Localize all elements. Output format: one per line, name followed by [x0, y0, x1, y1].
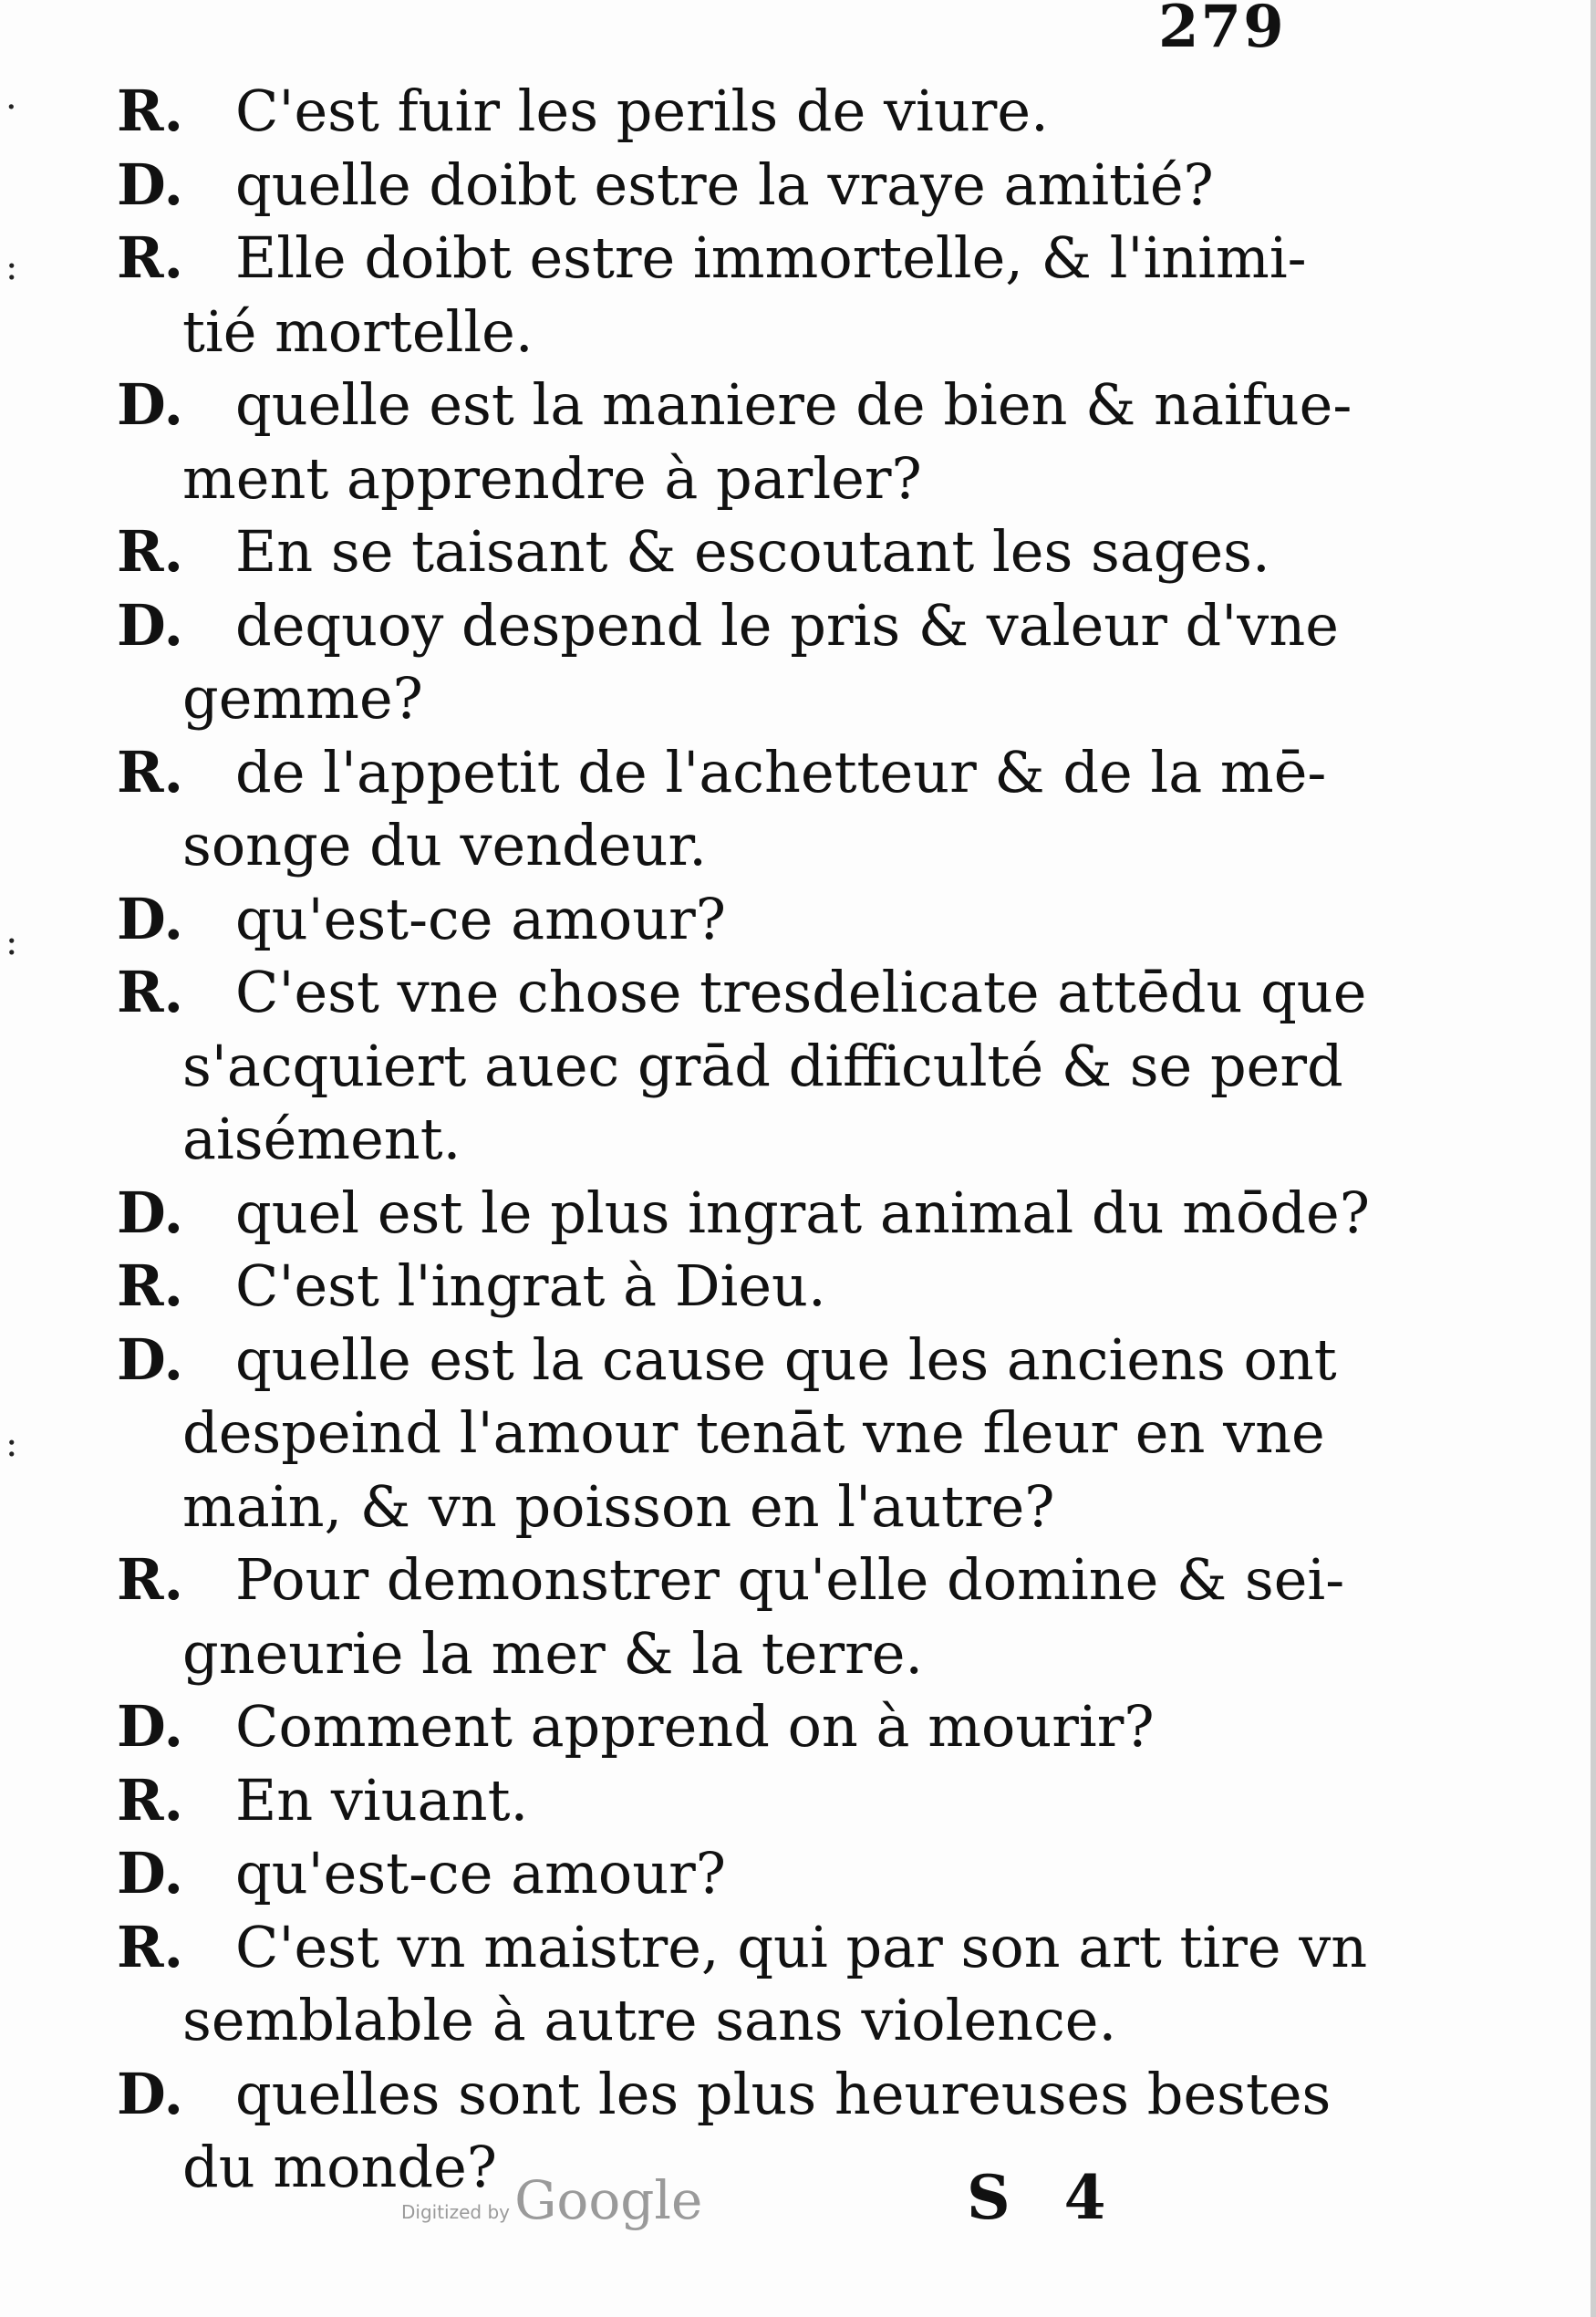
text-line: [117, 809, 707, 882]
line-text: ment apprendre à parler?: [182, 444, 922, 512]
line-text: En viuant.: [235, 1766, 529, 1834]
speaker-label: R.: [117, 1913, 184, 1980]
line-text: C'est vne chose tresdelicate attēdu que: [235, 959, 1367, 1025]
speaker-label: R.: [117, 518, 184, 585]
line-text: songe du vendeur.: [182, 812, 707, 878]
watermark-brand: Google: [514, 2169, 703, 2231]
line-text: qu'est-ce amour?: [235, 885, 727, 952]
speaker-label: R.: [117, 1546, 184, 1613]
line-text: C'est l'ingrat à Dieu.: [235, 1252, 826, 1319]
line-text: qu'est-ce amour?: [235, 1840, 727, 1907]
text-line: [117, 1177, 1370, 1250]
margin-speck: :: [5, 1423, 18, 1465]
text-line: [117, 1470, 1055, 1543]
text-line: [117, 1690, 1155, 1763]
speaker-label: D.: [117, 1693, 184, 1760]
text-line: [117, 2058, 1331, 2131]
text-line: [117, 75, 1049, 148]
text-line: [117, 1397, 1325, 1470]
line-text: despeind l'amour tenāt vne fleur en vne: [182, 1399, 1325, 1466]
line-text: dequoy despend le pris & valeur d'vne: [235, 591, 1339, 659]
text-line: [117, 149, 1214, 222]
line-text: gemme?: [182, 665, 423, 732]
text-line: [117, 1324, 1337, 1397]
line-text: quelle doibt estre la vraye amitié?: [235, 151, 1214, 218]
line-text: tié mortelle.: [182, 297, 534, 365]
page-number: 279: [1158, 0, 1286, 61]
margin-speck: :: [5, 246, 18, 288]
speaker-label: D.: [117, 1179, 184, 1246]
text-line: [117, 1617, 923, 1690]
text-line: [117, 736, 1326, 809]
line-text: quelle est la maniere de bien & naifue-: [235, 371, 1352, 438]
line-text: gneurie la mer & la terre.: [182, 1619, 924, 1687]
speaker-label: R.: [117, 1766, 184, 1834]
google-watermark: [401, 2169, 702, 2231]
text-line: [117, 956, 1366, 1029]
text-line: [117, 1764, 528, 1837]
line-text: main, & vn poisson en l'autre?: [182, 1472, 1055, 1540]
text-line: [117, 369, 1352, 442]
margin-speck: ·: [5, 87, 17, 129]
speaker-label: D.: [117, 591, 184, 659]
text-line: [117, 662, 423, 735]
line-text: Comment apprend on à mourir?: [235, 1693, 1155, 1760]
text-line: [117, 1984, 1116, 2057]
speaker-label: D.: [117, 2060, 184, 2127]
line-text: quel est le plus ingrat animal du mōde?: [235, 1179, 1370, 1246]
watermark-prefix: Digitized by: [401, 2201, 510, 2223]
speaker-label: R.: [117, 78, 184, 144]
text-line: [117, 515, 1270, 588]
speaker-label: R.: [117, 1252, 184, 1319]
line-text: En se taisant & escoutant les sages.: [235, 518, 1270, 585]
signature-mark: S 4: [967, 2162, 1123, 2233]
text-line: [117, 1543, 1344, 1616]
text-line: [117, 1030, 1343, 1103]
text-line: [117, 222, 1307, 295]
line-text: C'est fuir les perils de viure.: [235, 78, 1049, 144]
text-line: [117, 589, 1339, 662]
speaker-label: R.: [117, 224, 184, 291]
text-line: [117, 296, 534, 369]
line-text: Elle doibt estre immortelle, & l'inimi-: [235, 224, 1307, 291]
speaker-label: D.: [117, 1325, 184, 1393]
line-text: quelle est la cause que les anciens ont: [235, 1325, 1337, 1393]
speaker-label: D.: [117, 885, 184, 952]
line-text: du monde?: [182, 2134, 497, 2200]
text-line: [117, 1250, 826, 1323]
text-line: [117, 1103, 461, 1176]
text-line: [117, 883, 726, 956]
speaker-label: R.: [117, 738, 184, 805]
page-edge: [1591, 0, 1596, 2317]
speaker-label: D.: [117, 151, 184, 218]
text-line: [117, 442, 922, 515]
line-text: C'est vn maistre, qui par son art tire vn: [235, 1913, 1368, 1980]
line-text: s'acquiert auec grād difficulté & se perd: [182, 1032, 1343, 1099]
text-line: [117, 1911, 1367, 1984]
line-text: Pour demonstrer qu'elle domine & sei-: [235, 1546, 1345, 1613]
speaker-label: D.: [117, 371, 184, 438]
line-text: aisément.: [182, 1106, 461, 1172]
speaker-label: D.: [117, 1840, 184, 1907]
text-line: [117, 1837, 726, 1910]
line-text: quelles sont les plus heureuses bestes: [235, 2060, 1332, 2127]
speaker-label: R.: [117, 959, 184, 1025]
line-text: de l'appetit de l'achetteur & de la mē-: [235, 738, 1327, 805]
margin-speck: :: [5, 921, 18, 963]
line-text: semblable à autre sans violence.: [182, 1987, 1117, 2053]
